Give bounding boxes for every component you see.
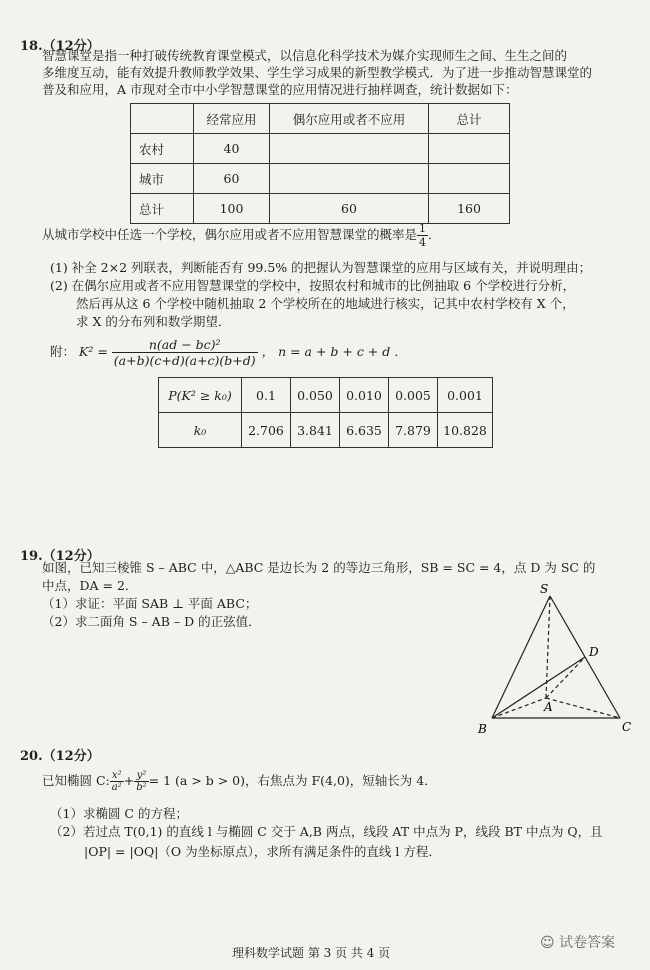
table-cell: [429, 164, 510, 194]
table-cell: 60: [194, 164, 270, 194]
table-cell: [429, 134, 510, 164]
table-cell: P(K² ≥ k₀): [159, 378, 242, 413]
table-cell: 城市: [131, 164, 194, 194]
q18-para-line1: 智慧课堂是指一种打破传统教育课堂模式，以信息化科学技术为媒介实现师生之间、生生之间的: [42, 48, 568, 63]
table-cell: [270, 164, 429, 194]
label-B: B: [478, 722, 487, 736]
critical-value-table: [158, 377, 493, 448]
q19-subquestion-1: （1）求证：平面 SAB ⊥ 平面 ABC；: [42, 596, 258, 611]
fraction-numerator: x²: [110, 770, 124, 782]
table-cell: 0.010: [340, 378, 389, 413]
table-cell: [270, 134, 429, 164]
ellipse-x-fraction: [110, 770, 124, 793]
table-cell: [131, 104, 194, 134]
table-cell: 0.050: [291, 378, 340, 413]
table-row: [131, 104, 510, 134]
formula-numerator: n(ad − bc)²: [112, 337, 258, 353]
q19-line2: 中点，DA = 2．: [42, 578, 138, 593]
q19-number: 19.（12分）: [20, 549, 100, 564]
tetrahedron-figure: [470, 578, 640, 740]
ellipse-y-fraction: [134, 770, 148, 793]
table-cell: 农村: [131, 134, 194, 164]
table-cell: 10.828: [438, 413, 493, 448]
table-header: 偶尔应用或者不应用: [270, 104, 429, 134]
appendix-label: 附：: [50, 344, 76, 359]
table-header: 总计: [429, 104, 510, 134]
q20-line1: [42, 770, 437, 793]
probability-fraction: [417, 222, 428, 249]
formula-fraction: [112, 337, 258, 368]
formula-denominator: (a+b)(c+d)(a+c)(b+d): [113, 353, 256, 368]
q20-subquestion-2-line2: |OP| = |OQ|（O 为坐标原点），求所有满足条件的直线 l 方程．: [84, 844, 441, 859]
plus-sign: +: [123, 773, 135, 788]
watermark: [540, 932, 615, 952]
table-row: [159, 413, 493, 448]
q20-subquestion-1: （1）求椭圆 C 的方程；: [50, 806, 188, 821]
edge-SA: [546, 596, 550, 698]
fraction-numerator: y²: [134, 770, 148, 782]
table-cell: 0.1: [242, 378, 291, 413]
table-cell: 60: [270, 194, 429, 224]
table-row: [159, 378, 493, 413]
label-D: D: [589, 645, 599, 659]
q18-subquestion-2-line2: 然后再从这 6 个学校中随机抽取 2 个学校所在的地域进行核实，记其中农村学校有 X 个，: [76, 296, 575, 311]
appendix-formula: [50, 337, 407, 368]
probability-text: 从城市学校中任选一个学校，偶尔应用或者不应用智慧课堂的概率是: [42, 227, 418, 242]
table-row: [131, 164, 510, 194]
table-cell: 6.635: [340, 413, 389, 448]
table-cell: 7.879: [389, 413, 438, 448]
segment-AD: [546, 657, 585, 698]
q20-number: 20.（12分）: [20, 749, 100, 764]
probability-end: ．: [428, 227, 441, 242]
table-cell: 160: [429, 194, 510, 224]
table-cell: 0.001: [438, 378, 493, 413]
q18-para-line3: 普及和应用，A 市现对全市中小学智慧课堂的应用情况进行抽样调查，统计数据如下：: [42, 82, 518, 97]
q20-subquestion-2-line1: （2）若过点 T(0,1) 的直线 l 与椭圆 C 交于 A,B 两点，线段 AT 中点为 P，线段 BT 中点为 Q，且: [50, 824, 603, 839]
wechat-icon: ☺: [540, 935, 555, 951]
table-cell: k₀: [159, 413, 242, 448]
table-row: [131, 194, 510, 224]
table-header: 经常应用: [194, 104, 270, 134]
table-cell: 100: [194, 194, 270, 224]
table-cell: 3.841: [291, 413, 340, 448]
q19-line1: 如图，已知三棱锥 S – ABC 中，△ABC 是边长为 2 的等边三角形，SB = SC = 4，点 D 为 SC 的: [42, 560, 596, 575]
label-S: S: [540, 582, 549, 596]
table-cell: 40: [194, 134, 270, 164]
fraction-denominator: b²: [136, 782, 147, 793]
fraction-denominator: a²: [111, 782, 122, 793]
label-A: A: [544, 700, 553, 714]
page-footer: 理科数学试题 第 3 页 共 4 页: [232, 946, 391, 960]
q18-para-line2: 多维度互动，能有效提升教师教学效果、学生学习成果的新型教学模式．为了进一步推动智慧课堂的: [42, 65, 593, 80]
q19-subquestion-2: （2）求二面角 S – AB – D 的正弦值．: [42, 614, 261, 629]
table-row: [131, 134, 510, 164]
formula-n: ， n = a + b + c + d ．: [261, 344, 407, 359]
table-cell: 0.005: [389, 378, 438, 413]
q18-probability-line: [42, 222, 441, 249]
contingency-table: [130, 103, 510, 224]
q18-subquestion-2-line1: (2) 在偶尔应用或者不应用智慧课堂的学校中，按照农村和城市的比例抽取 6 个学校进行分析，: [50, 278, 576, 293]
table-cell: 总计: [131, 194, 194, 224]
q18-subquestion-2-line3: 求 X 的分布列和数学期望．: [76, 314, 231, 329]
fraction-numerator: 1: [419, 222, 427, 235]
edge-AC: [546, 698, 620, 718]
watermark-text: 试卷答案: [559, 935, 616, 951]
table-cell: 2.706: [242, 413, 291, 448]
ellipse-intro: 已知椭圆 C:: [42, 773, 110, 788]
formula-lhs: K² =: [79, 344, 108, 359]
ellipse-condition: = 1 (a > b > 0)，右焦点为 F(4,0)，短轴长为 4．: [148, 773, 437, 788]
fraction-denominator: 4: [419, 236, 427, 249]
label-C: C: [622, 720, 632, 734]
q18-number: 18.（12分）: [20, 39, 100, 54]
q18-subquestion-1: (1) 补全 2×2 列联表，判断能否有 99.5% 的把握认为智慧课堂的应用与区域有关，并说明理由；: [50, 260, 592, 275]
